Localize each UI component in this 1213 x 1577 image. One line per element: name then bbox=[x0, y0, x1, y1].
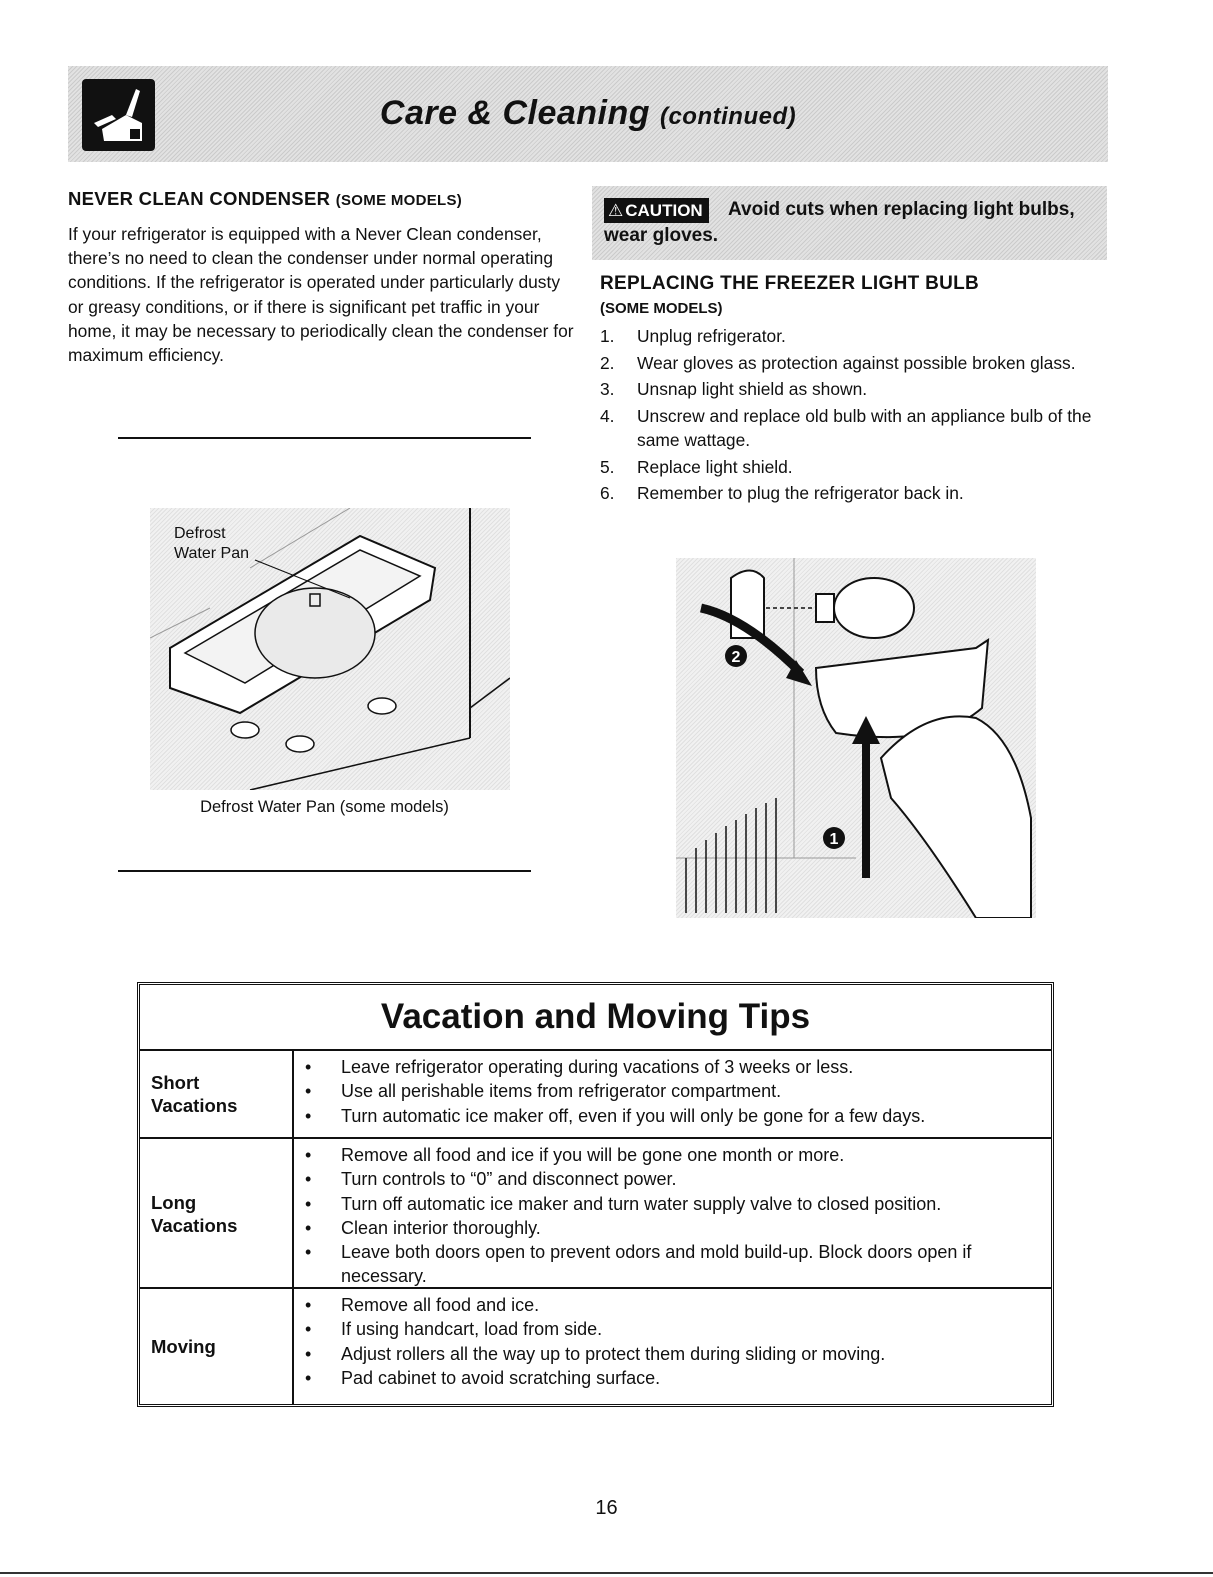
page-number: 16 bbox=[595, 1497, 618, 1519]
pan-label: Water Pan bbox=[174, 545, 249, 562]
tip-item: • Turn automatic ice maker off, even if you will only be gone for a few days. bbox=[300, 1104, 1040, 1128]
step-text: Replace light shield. bbox=[637, 456, 793, 477]
step-number: 3. bbox=[600, 379, 615, 399]
section-rule bbox=[118, 437, 531, 439]
figure-caption: Defrost Water Pan (some models) bbox=[200, 798, 449, 816]
step-text: Unsnap light shield as shown. bbox=[637, 379, 868, 399]
heading-text: NEVER CLEAN CONDENSER bbox=[68, 188, 331, 209]
tips-row-short-vacations bbox=[140, 1049, 1051, 1139]
column-divider bbox=[292, 1139, 294, 1289]
step-item bbox=[600, 455, 1100, 480]
page-bottom-rule bbox=[0, 1572, 1213, 1574]
tips-list bbox=[300, 1055, 1040, 1128]
page-title bbox=[68, 94, 1108, 133]
tip-item: • Remove all food and ice. bbox=[300, 1293, 1040, 1317]
freezer-bulb-heading: REPLACING THE FREEZER LIGHT BULB bbox=[600, 273, 980, 294]
step-item bbox=[600, 351, 1100, 376]
tip-item: • Use all perishable items from refrigerator compartment. bbox=[300, 1079, 1040, 1103]
row-label-line: Moving bbox=[151, 1336, 216, 1357]
row-label bbox=[151, 1191, 237, 1237]
never-clean-condenser-body: If your refrigerator is equipped with a Never Clean condenser, there’s no need to clean the condenser under normal operating conditions. If the refrigerator is operated under particularly dusty or greasy conditions, or if there is significant pet traffic in your home, it may be necessary to periodically clean the condenser for maximum efficiency. bbox=[68, 224, 574, 366]
row-label bbox=[151, 1335, 216, 1358]
page-title-text: Care & Cleaning bbox=[379, 94, 651, 132]
step-number: 6. bbox=[600, 483, 615, 503]
page-title-continued: (continued) bbox=[659, 103, 797, 130]
freezer-bulb-steps bbox=[600, 324, 1100, 508]
step-text: Remember to plug the refrigerator back in. bbox=[637, 483, 964, 503]
step-text: Unplug refrigerator. bbox=[637, 326, 786, 346]
tip-item: • Adjust rollers all the way up to protect them during sliding or moving. bbox=[300, 1342, 1040, 1366]
freezer-bulb-subheading: (SOME MODELS) bbox=[600, 300, 723, 317]
step-number: 5. bbox=[600, 456, 615, 477]
tips-title: Vacation and Moving Tips bbox=[380, 997, 811, 1036]
tip-item: • If using handcart, load from side. bbox=[300, 1317, 1040, 1341]
heading-qualifier: (SOME MODELS) bbox=[335, 192, 463, 209]
tips-list bbox=[300, 1293, 1040, 1390]
step-item bbox=[600, 324, 1100, 349]
row-label-line: Vacations bbox=[151, 1215, 238, 1236]
column-divider bbox=[292, 1289, 294, 1404]
never-clean-condenser-heading bbox=[68, 188, 462, 210]
row-label-line: Vacations bbox=[151, 1095, 238, 1116]
row-label-line: Long bbox=[151, 1192, 197, 1213]
light-bulb-replacement-illustration bbox=[676, 558, 1036, 918]
warning-triangle-icon: ⚠ bbox=[608, 201, 624, 220]
tip-item: • Turn controls to “0” and disconnect power. bbox=[300, 1167, 1040, 1191]
tip-item: • Turn off automatic ice maker and turn water supply valve to closed position. bbox=[300, 1192, 1040, 1216]
step-item bbox=[600, 404, 1100, 453]
tip-item: • Clean interior thoroughly. bbox=[300, 1216, 1040, 1240]
tip-item: • Pad cabinet to avoid scratching surface. bbox=[300, 1366, 1040, 1390]
tips-row-moving bbox=[140, 1287, 1051, 1404]
row-label-line: Short bbox=[151, 1072, 200, 1093]
step-text: Unscrew and replace old bulb with an appliance bulb of the same wattage. bbox=[637, 405, 1092, 450]
caution-text: wear gloves. bbox=[604, 225, 719, 246]
tip-item: • Leave both doors open to prevent odors and mold build-up. Block doors open if necessary. bbox=[300, 1240, 1040, 1289]
tip-item: • Leave refrigerator operating during vacations of 3 weeks or less. bbox=[300, 1055, 1040, 1079]
step-number: 2. bbox=[600, 352, 615, 373]
column-divider bbox=[292, 1051, 294, 1139]
step-number: 1. bbox=[600, 326, 615, 346]
step-item bbox=[600, 377, 1100, 402]
pan-label: Defrost bbox=[174, 525, 226, 542]
caution-badge bbox=[604, 198, 709, 223]
vacation-moving-tips-table bbox=[137, 982, 1054, 1407]
step-item bbox=[600, 481, 1100, 506]
callout-number-1: 1 bbox=[829, 831, 839, 848]
step-number: 4. bbox=[600, 405, 615, 426]
section-rule bbox=[118, 870, 531, 872]
caution-text: Avoid cuts when replacing light bulbs, bbox=[728, 199, 1075, 220]
tips-row-long-vacations bbox=[140, 1137, 1051, 1289]
step-text: Wear gloves as protection against possible broken glass. bbox=[637, 352, 1076, 373]
row-label bbox=[151, 1071, 237, 1117]
section-header-banner bbox=[68, 66, 1108, 162]
caution-badge-text: CAUTION bbox=[625, 201, 703, 220]
tip-item: • Remove all food and ice if you will be gone one month or more. bbox=[300, 1143, 1040, 1167]
tips-list bbox=[300, 1143, 1040, 1289]
callout-number-2: 2 bbox=[731, 649, 741, 666]
defrost-water-pan-illustration bbox=[150, 508, 510, 790]
caution-box bbox=[592, 186, 1107, 260]
